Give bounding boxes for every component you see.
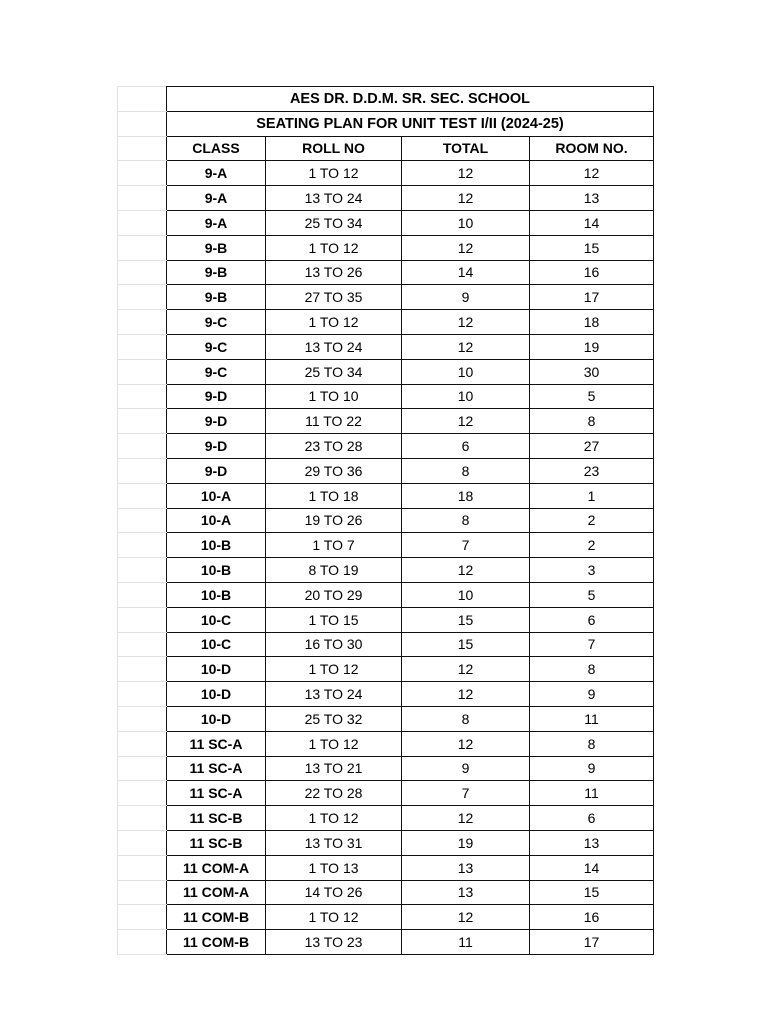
room-no-cell: 1	[530, 483, 654, 508]
room-no-cell: 8	[530, 731, 654, 756]
roll-no-cell: 1 TO 12	[266, 657, 402, 682]
total-cell: 8	[402, 508, 530, 533]
class-cell: 9-A	[167, 186, 266, 211]
roll-no-cell: 13 TO 21	[266, 756, 402, 781]
room-no-cell: 9	[530, 756, 654, 781]
roll-no-cell: 13 TO 26	[266, 260, 402, 285]
roll-no-cell: 13 TO 31	[266, 830, 402, 855]
table-row	[118, 582, 654, 607]
gutter-cell	[118, 235, 167, 260]
total-cell: 12	[402, 161, 530, 186]
gutter-cell	[118, 384, 167, 409]
roll-no-cell: 25 TO 32	[266, 706, 402, 731]
room-no-cell: 2	[530, 533, 654, 558]
school-name: AES DR. D.D.M. SR. SEC. SCHOOL	[167, 87, 654, 112]
total-cell: 8	[402, 458, 530, 483]
room-no-cell: 19	[530, 334, 654, 359]
roll-no-cell: 13 TO 23	[266, 930, 402, 955]
class-cell: 11 COM-B	[167, 905, 266, 930]
class-cell: 9-C	[167, 359, 266, 384]
room-no-cell: 8	[530, 657, 654, 682]
class-cell: 11 SC-A	[167, 781, 266, 806]
class-cell: 11 SC-A	[167, 756, 266, 781]
table-row	[118, 706, 654, 731]
total-cell: 15	[402, 607, 530, 632]
table-row	[118, 731, 654, 756]
gutter-cell	[118, 111, 167, 136]
table-row	[118, 161, 654, 186]
gutter-cell	[118, 582, 167, 607]
roll-no-cell: 29 TO 36	[266, 458, 402, 483]
header-row	[118, 136, 654, 161]
gutter-cell	[118, 210, 167, 235]
table-row	[118, 260, 654, 285]
class-cell: 11 COM-B	[167, 930, 266, 955]
column-header-total: TOTAL	[402, 136, 530, 161]
room-no-cell: 27	[530, 434, 654, 459]
roll-no-cell: 1 TO 12	[266, 905, 402, 930]
roll-no-cell: 13 TO 24	[266, 682, 402, 707]
table-row	[118, 855, 654, 880]
room-no-cell: 5	[530, 384, 654, 409]
gutter-cell	[118, 458, 167, 483]
roll-no-cell: 25 TO 34	[266, 210, 402, 235]
room-no-cell: 6	[530, 806, 654, 831]
class-cell: 11 SC-B	[167, 806, 266, 831]
total-cell: 13	[402, 855, 530, 880]
room-no-cell: 3	[530, 558, 654, 583]
roll-no-cell: 1 TO 10	[266, 384, 402, 409]
class-cell: 11 COM-A	[167, 855, 266, 880]
gutter-cell	[118, 632, 167, 657]
class-cell: 10-B	[167, 582, 266, 607]
room-no-cell: 13	[530, 186, 654, 211]
room-no-cell: 14	[530, 855, 654, 880]
roll-no-cell: 14 TO 26	[266, 880, 402, 905]
table-row	[118, 806, 654, 831]
roll-no-cell: 1 TO 12	[266, 806, 402, 831]
table-row	[118, 458, 654, 483]
class-cell: 10-D	[167, 657, 266, 682]
room-no-cell: 6	[530, 607, 654, 632]
class-cell: 9-B	[167, 285, 266, 310]
table-row	[118, 285, 654, 310]
table-row	[118, 756, 654, 781]
total-cell: 10	[402, 384, 530, 409]
roll-no-cell: 25 TO 34	[266, 359, 402, 384]
total-cell: 18	[402, 483, 530, 508]
gutter-cell	[118, 533, 167, 558]
total-cell: 7	[402, 781, 530, 806]
total-cell: 15	[402, 632, 530, 657]
gutter-cell	[118, 409, 167, 434]
class-cell: 10-B	[167, 558, 266, 583]
gutter-cell	[118, 310, 167, 335]
class-cell: 9-B	[167, 235, 266, 260]
gutter-cell	[118, 607, 167, 632]
room-no-cell: 18	[530, 310, 654, 335]
room-no-cell: 16	[530, 905, 654, 930]
table-row	[118, 558, 654, 583]
roll-no-cell: 13 TO 24	[266, 186, 402, 211]
total-cell: 7	[402, 533, 530, 558]
table-row	[118, 632, 654, 657]
roll-no-cell: 16 TO 30	[266, 632, 402, 657]
roll-no-cell: 22 TO 28	[266, 781, 402, 806]
gutter-cell	[118, 880, 167, 905]
total-cell: 6	[402, 434, 530, 459]
gutter-cell	[118, 706, 167, 731]
total-cell: 12	[402, 235, 530, 260]
table-row	[118, 533, 654, 558]
room-no-cell: 11	[530, 706, 654, 731]
gutter-cell	[118, 930, 167, 955]
room-no-cell: 23	[530, 458, 654, 483]
column-header-roll-no: ROLL NO	[266, 136, 402, 161]
gutter-cell	[118, 87, 167, 112]
class-cell: 9-A	[167, 210, 266, 235]
total-cell: 13	[402, 880, 530, 905]
roll-no-cell: 23 TO 28	[266, 434, 402, 459]
column-header-class: CLASS	[167, 136, 266, 161]
table-row	[118, 384, 654, 409]
room-no-cell: 30	[530, 359, 654, 384]
table-row	[118, 781, 654, 806]
roll-no-cell: 20 TO 29	[266, 582, 402, 607]
table-row	[118, 905, 654, 930]
class-cell: 10-A	[167, 483, 266, 508]
total-cell: 9	[402, 756, 530, 781]
class-cell: 9-D	[167, 434, 266, 459]
plan-title: SEATING PLAN FOR UNIT TEST I/II (2024-25)	[167, 111, 654, 136]
room-no-cell: 12	[530, 161, 654, 186]
roll-no-cell: 27 TO 35	[266, 285, 402, 310]
roll-no-cell: 1 TO 12	[266, 310, 402, 335]
total-cell: 19	[402, 830, 530, 855]
room-no-cell: 5	[530, 582, 654, 607]
class-cell: 10-B	[167, 533, 266, 558]
total-cell: 12	[402, 905, 530, 930]
table-row	[118, 483, 654, 508]
class-cell: 9-D	[167, 409, 266, 434]
gutter-cell	[118, 756, 167, 781]
gutter-cell	[118, 731, 167, 756]
gutter-cell	[118, 434, 167, 459]
room-no-cell: 15	[530, 235, 654, 260]
room-no-cell: 14	[530, 210, 654, 235]
roll-no-cell: 13 TO 24	[266, 334, 402, 359]
roll-no-cell: 11 TO 22	[266, 409, 402, 434]
gutter-cell	[118, 186, 167, 211]
gutter-cell	[118, 260, 167, 285]
room-no-cell: 2	[530, 508, 654, 533]
gutter-cell	[118, 781, 167, 806]
gutter-cell	[118, 558, 167, 583]
table-row	[118, 210, 654, 235]
class-cell: 10-D	[167, 682, 266, 707]
gutter-cell	[118, 136, 167, 161]
roll-no-cell: 19 TO 26	[266, 508, 402, 533]
table-row	[118, 508, 654, 533]
total-cell: 12	[402, 682, 530, 707]
roll-no-cell: 1 TO 12	[266, 235, 402, 260]
gutter-cell	[118, 161, 167, 186]
table-row	[118, 334, 654, 359]
class-cell: 9-A	[167, 161, 266, 186]
table-row	[118, 186, 654, 211]
room-no-cell: 16	[530, 260, 654, 285]
table-row	[118, 657, 654, 682]
table-row	[118, 930, 654, 955]
gutter-cell	[118, 855, 167, 880]
total-cell: 14	[402, 260, 530, 285]
total-cell: 12	[402, 806, 530, 831]
class-cell: 11 COM-A	[167, 880, 266, 905]
plan-title-row	[118, 111, 654, 136]
total-cell: 12	[402, 310, 530, 335]
class-cell: 9-C	[167, 334, 266, 359]
roll-no-cell: 1 TO 13	[266, 855, 402, 880]
gutter-cell	[118, 334, 167, 359]
total-cell: 9	[402, 285, 530, 310]
table-row	[118, 682, 654, 707]
table-row	[118, 434, 654, 459]
total-cell: 10	[402, 359, 530, 384]
room-no-cell: 17	[530, 930, 654, 955]
room-no-cell: 15	[530, 880, 654, 905]
room-no-cell: 9	[530, 682, 654, 707]
total-cell: 12	[402, 657, 530, 682]
roll-no-cell: 1 TO 12	[266, 161, 402, 186]
table-row	[118, 830, 654, 855]
total-cell: 11	[402, 930, 530, 955]
seating-plan-table	[117, 86, 654, 955]
table-row	[118, 359, 654, 384]
roll-no-cell: 1 TO 12	[266, 731, 402, 756]
class-cell: 10-D	[167, 706, 266, 731]
room-no-cell: 11	[530, 781, 654, 806]
gutter-cell	[118, 806, 167, 831]
total-cell: 8	[402, 706, 530, 731]
gutter-cell	[118, 657, 167, 682]
roll-no-cell: 8 TO 19	[266, 558, 402, 583]
gutter-cell	[118, 508, 167, 533]
total-cell: 12	[402, 334, 530, 359]
class-cell: 10-A	[167, 508, 266, 533]
room-no-cell: 8	[530, 409, 654, 434]
total-cell: 12	[402, 186, 530, 211]
table-row	[118, 880, 654, 905]
class-cell: 11 SC-A	[167, 731, 266, 756]
gutter-cell	[118, 682, 167, 707]
gutter-cell	[118, 483, 167, 508]
total-cell: 12	[402, 731, 530, 756]
class-cell: 9-D	[167, 384, 266, 409]
class-cell: 10-C	[167, 632, 266, 657]
table-row	[118, 607, 654, 632]
gutter-cell	[118, 830, 167, 855]
total-cell: 12	[402, 558, 530, 583]
room-no-cell: 17	[530, 285, 654, 310]
roll-no-cell: 1 TO 7	[266, 533, 402, 558]
roll-no-cell: 1 TO 15	[266, 607, 402, 632]
school-name-row	[118, 87, 654, 112]
total-cell: 10	[402, 210, 530, 235]
room-no-cell: 7	[530, 632, 654, 657]
class-cell: 10-C	[167, 607, 266, 632]
total-cell: 12	[402, 409, 530, 434]
class-cell: 11 SC-B	[167, 830, 266, 855]
table-row	[118, 235, 654, 260]
table-row	[118, 409, 654, 434]
gutter-cell	[118, 285, 167, 310]
roll-no-cell: 1 TO 18	[266, 483, 402, 508]
room-no-cell: 13	[530, 830, 654, 855]
gutter-cell	[118, 359, 167, 384]
column-header-room-no: ROOM NO.	[530, 136, 654, 161]
table-row	[118, 310, 654, 335]
class-cell: 9-B	[167, 260, 266, 285]
class-cell: 9-D	[167, 458, 266, 483]
class-cell: 9-C	[167, 310, 266, 335]
gutter-cell	[118, 905, 167, 930]
total-cell: 10	[402, 582, 530, 607]
